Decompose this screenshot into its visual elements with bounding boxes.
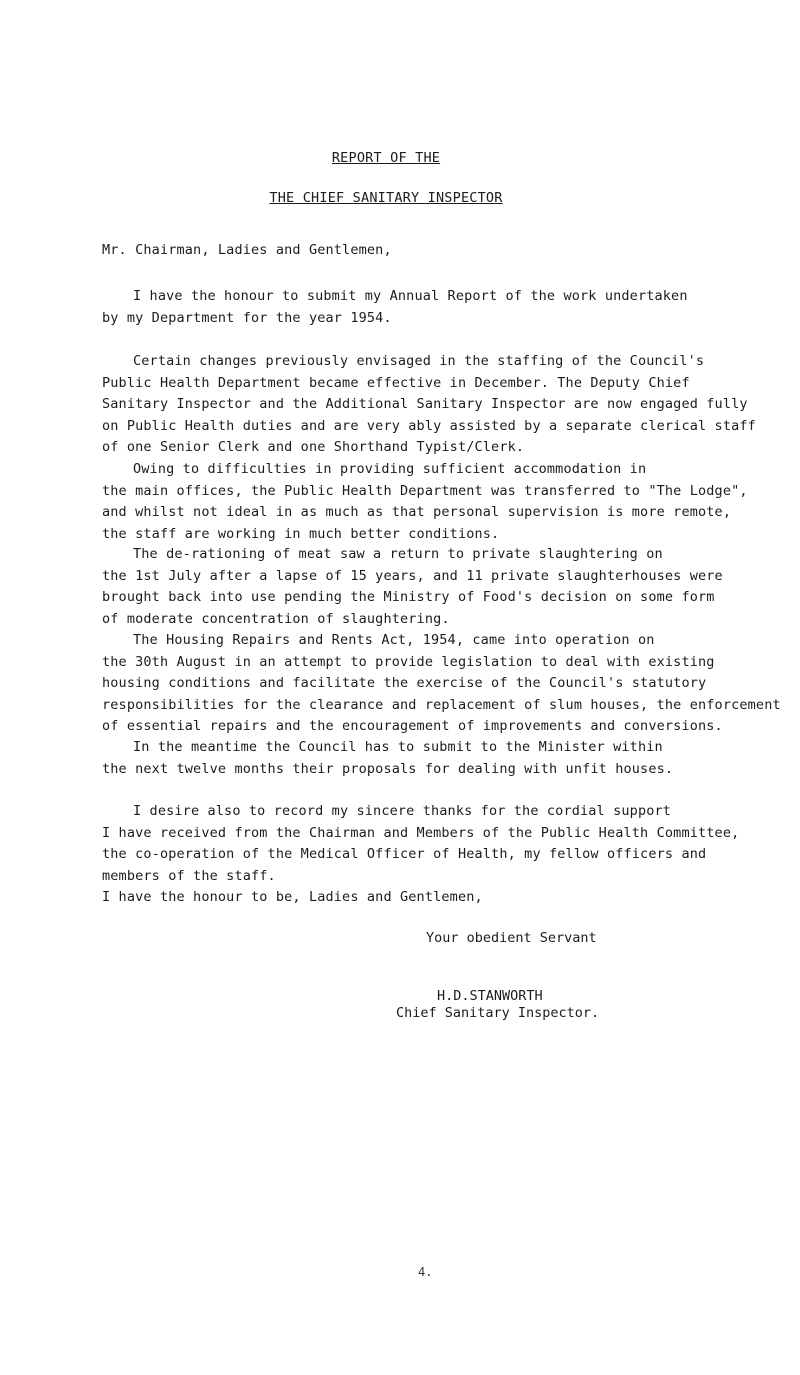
signature-title: Chief Sanitary Inspector.	[396, 1005, 600, 1021]
paragraph-intro: I have the honour to submit my Annual Report of the work undertaken by my Department for the year 1954.	[102, 288, 688, 326]
paragraph-slaughtering: The de-rationing of meat saw a return to private slaughtering on the 1st July after a lapse of 15 years, and 11 private slaughterhouses were brought back into use pending the Ministry of Food's decision on some form of moderate concentration of slaughtering.	[102, 546, 723, 627]
report-subheading: THE CHIEF SANITARY INSPECTOR	[269, 190, 503, 206]
paragraph-housing-act: The Housing Repairs and Rents Act, 1954, came into operation on the 30th August in an attempt to provide legislation to deal with existing housing conditions and facilitate the exercise of the Council's statutory responsibilities for the clearance and replacement of slum houses, the enforcement of essential repairs and the encouragement of improvements and conversions.	[102, 632, 781, 734]
closing-line: I have the honour to be, Ladies and Gentlemen,	[102, 889, 483, 905]
signature-block	[396, 988, 600, 1022]
report-heading: REPORT OF THE	[331, 150, 441, 166]
salutation: Mr. Chairman, Ladies and Gentlemen,	[102, 242, 392, 258]
paragraph-staffing: Certain changes previously envisaged in the staffing of the Council's Public Health Department became effective in December. The Deputy Chief Sanitary Inspector and the Additional Sanitary Inspector are now engaged fully on Public Health duties and are very ably assisted by a separate clerical staff of one Senior Clerk and one Shorthand Typist/Clerk.	[102, 353, 756, 455]
signature-name: H.D.STANWORTH	[437, 988, 543, 1004]
page-number: 4.	[418, 1265, 433, 1279]
paragraph-thanks: I desire also to record my sincere thanks for the cordial support I have received from the Chairman and Members of the Public Health Committee, the co-operation of the Medical Officer of Health, my fellow officers and members of the staff.	[102, 803, 740, 884]
paragraph-accommodation: Owing to difficulties in providing sufficient accommodation in the main offices, the Public Health Department was transferred to "The Lodge", and whilst not ideal in as much as that personal supervision is more remote, the staff are working in much better conditions.	[102, 461, 748, 542]
signoff: Your obedient Servant	[426, 930, 597, 946]
paragraph-unfit-houses: In the meantime the Council has to submit to the Minister within the next twelve months their proposals for dealing with unfit houses.	[102, 739, 674, 777]
